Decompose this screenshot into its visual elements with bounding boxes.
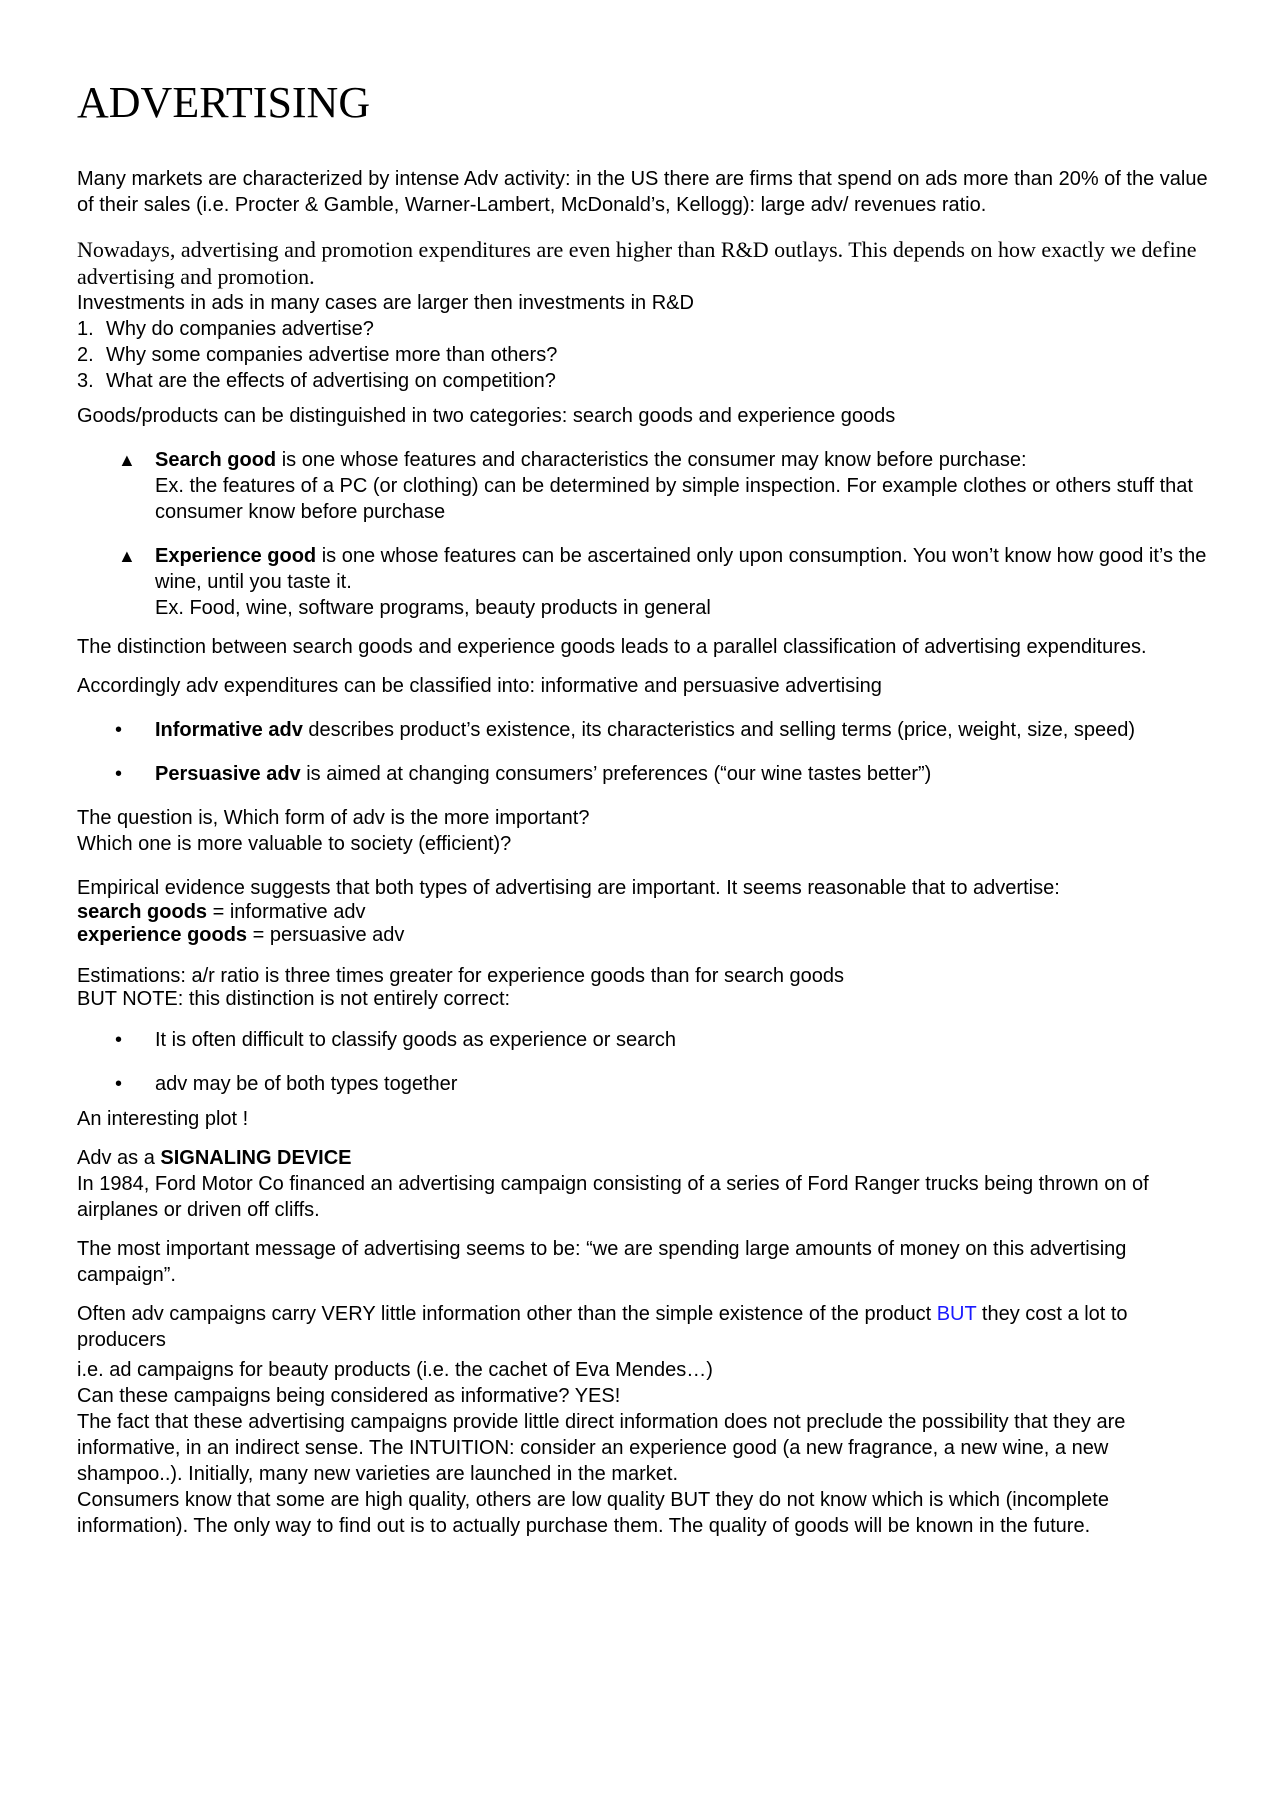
questions-list	[77, 316, 1212, 394]
goods-categories-paragraph: Goods/products can be distinguished in two categories: search goods and experience goods	[77, 405, 896, 427]
investments-line: Investments in ads in many cases are larger then investments in R&D	[77, 292, 694, 314]
consumers-paragraph: Consumers know that some are high quality, others are low quality BUT they do not know which is which (incomplete information). The only way to find out is to actually purchase them. The quality of goods will be known in the future.	[77, 1489, 1109, 1537]
dot-bullet-icon: •	[115, 719, 123, 741]
list-item: ▲ Search good is one whose features and characteristics the consumer may know before purchase: Ex. the features of a PC (or clothing) can be determined by simple inspection. For example clothes or others stuff that consumer know before purchase	[77, 447, 1212, 525]
dot-bullet-icon: •	[115, 1029, 123, 1051]
estimations-paragraph: Estimations: a/r ratio is three times greater for experience goods than for search goods BUT NOTE: this distinction is not entirely correct:	[77, 965, 845, 1010]
question-paragraph: The question is, Which form of adv is the more important? Which one is more valuable to society (efficient)?	[77, 807, 590, 855]
list-item: • adv may be of both types together	[77, 1071, 1212, 1097]
plot-line: An interesting plot !	[77, 1108, 249, 1130]
list-item: 1. Why do companies advertise?	[77, 318, 374, 340]
list-item: 2. Why some companies advertise more than others?	[77, 344, 558, 366]
list-item: • Informative adv describes product’s existence, its characteristics and selling terms (price, weight, size, speed)	[77, 717, 1212, 743]
dot-bullet-icon: •	[115, 763, 123, 785]
informative-question-line: Can these campaigns being considered as informative? YES!	[77, 1385, 621, 1407]
dot-bullet-icon: •	[115, 1073, 123, 1095]
list-item: 3. What are the effects of advertising on competition?	[77, 370, 556, 392]
list-item: ▲ Experience good is one whose features can be ascertained only upon consumption. You won’t know how good it’s the wine, until you taste it. Ex. Food, wine, software programs, beauty products in general	[77, 543, 1212, 621]
document-page	[77, 60, 1212, 1539]
triangle-bullet-icon: ▲	[118, 450, 136, 470]
classification-paragraph: Accordingly adv expenditures can be classified into: informative and persuasive advertising	[77, 675, 882, 697]
list-item: • Persuasive adv is aimed at changing consumers’ preferences (“our wine tastes better”)	[77, 761, 1212, 787]
triangle-bullet-icon: ▲	[118, 546, 136, 566]
list-item: • It is often difficult to classify goods as experience or search	[77, 1027, 1212, 1053]
message-paragraph: The most important message of advertising seems to be: “we are spending large amounts of money on this advertising campaign”.	[77, 1238, 1127, 1286]
rd-paragraph: Nowadays, advertising and promotion expenditures are even higher than R&D outlays. This depends on how exactly we define advertising and promotion.	[77, 237, 1197, 289]
empirical-paragraph: Empirical evidence suggests that both types of advertising are important. It seems reasonable that to advertise: search goods = informative adv experience goods = persuasive adv	[77, 877, 1060, 946]
intuition-paragraph: The fact that these advertising campaigns provide little direct information does not preclude the possibility that they are informative, in an indirect sense. The INTUITION: consider an experience good (a new fragrance, a new wine, a new shampoo..). Initially, many new varieties are launched in the market.	[77, 1411, 1126, 1485]
beauty-line: i.e. ad campaigns for beauty products (i.e. the cachet of Eva Mendes…)	[77, 1359, 713, 1381]
campaigns-paragraph: Often adv campaigns carry VERY little information other than the simple existence of the product BUT they cost a lot to producers	[77, 1303, 1128, 1351]
intro-paragraph: Many markets are characterized by intense Adv activity: in the US there are firms that spend on ads more than 20% of the value of their sales (i.e. Procter & Gamble, Warner-Lambert, McDonald’s, Kellogg): large adv/ revenues ratio.	[77, 168, 1208, 216]
signaling-paragraph: Adv as a SIGNALING DEVICE In 1984, Ford Motor Co financed an advertising campaign consisting of a series of Ford Ranger trucks being thrown on of airplanes or driven off cliffs.	[77, 1147, 1149, 1221]
page-title: ADVERTISING	[77, 78, 371, 127]
distinction-paragraph: The distinction between search goods and experience goods leads to a parallel classification of advertising expenditures.	[77, 636, 1147, 658]
